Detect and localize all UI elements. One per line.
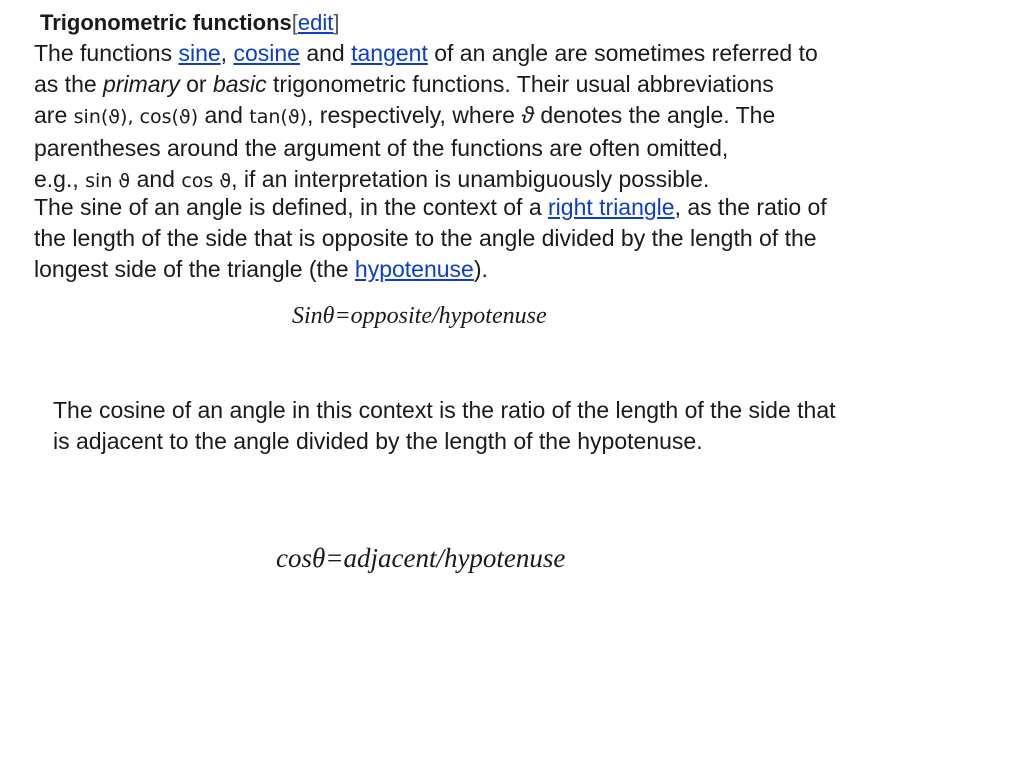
sine-link[interactable]: sine: [178, 40, 221, 66]
edit-bracket-close: ]: [333, 10, 340, 35]
edit-link[interactable]: edit: [297, 10, 334, 35]
text-span: ,: [220, 40, 234, 66]
cosine-formula: cosθ=adjacent/hypotenuse: [276, 543, 566, 573]
cos-abbrev: cos(ϑ): [139, 106, 199, 128]
theta-symbol: ϑ: [521, 102, 534, 128]
tangent-link[interactable]: tangent: [351, 40, 428, 66]
text-span: denotes the angle. The: [533, 102, 776, 128]
sine-line-3: [34, 254, 994, 285]
text-span: or: [179, 71, 213, 97]
intro-line-3: [34, 100, 994, 133]
section-heading: [40, 8, 340, 38]
section-title: Trigonometric functions: [40, 10, 292, 35]
sine-formula: Sinθ=opposite/hypotenuse: [292, 303, 547, 329]
right-triangle-link[interactable]: right triangle: [548, 194, 675, 220]
text-span: , as the ratio of: [674, 194, 827, 220]
intro-paragraph: [34, 38, 994, 197]
text-span: as the: [34, 71, 104, 97]
text-span: The functions: [34, 40, 179, 66]
text-span: and: [130, 166, 182, 192]
text-span: of an angle are sometimes referred to: [427, 40, 818, 66]
text-span: The sine of an angle is defined, in the context of a: [34, 194, 549, 220]
hypotenuse-link[interactable]: hypotenuse: [354, 256, 474, 282]
sin-short: sin ϑ: [85, 170, 131, 192]
cosine-line-2: is adjacent to the angle divided by the length of the hypotenuse.: [53, 428, 703, 454]
sine-line-1: [34, 192, 994, 223]
sine-paragraph: [34, 192, 994, 285]
cosine-paragraph: [53, 395, 993, 457]
text-span: are: [34, 102, 74, 128]
text-span: e.g.,: [34, 166, 86, 192]
text-span: longest side of the triangle (the: [34, 256, 355, 282]
text-span: trigonometric functions. Their usual abbreviations: [266, 71, 774, 97]
text-span: ,: [127, 106, 140, 128]
edit-bracket-open: [: [291, 10, 298, 35]
sin-abbrev: sin(ϑ): [73, 106, 128, 128]
text-span: and: [198, 102, 250, 128]
primary-term: primary: [103, 71, 180, 97]
cosine-link[interactable]: cosine: [233, 40, 300, 66]
text-span: , respectively, where: [307, 102, 522, 128]
text-span: , if an interpretation is unambiguously possible.: [231, 166, 710, 192]
cosine-line-1: The cosine of an angle in this context is the ratio of the length of the side that: [53, 397, 836, 423]
intro-line-2: [34, 69, 994, 100]
intro-line-4: parentheses around the argument of the functions are often omitted,: [34, 135, 729, 161]
tan-abbrev: tan(ϑ): [249, 106, 307, 128]
cos-short: cos ϑ: [181, 170, 232, 192]
sine-line-2: the length of the side that is opposite to the angle divided by the length of the: [34, 225, 817, 251]
basic-term: basic: [212, 71, 267, 97]
intro-line-1: [34, 38, 994, 69]
text-span: and: [299, 40, 352, 66]
text-span: ).: [473, 256, 488, 282]
